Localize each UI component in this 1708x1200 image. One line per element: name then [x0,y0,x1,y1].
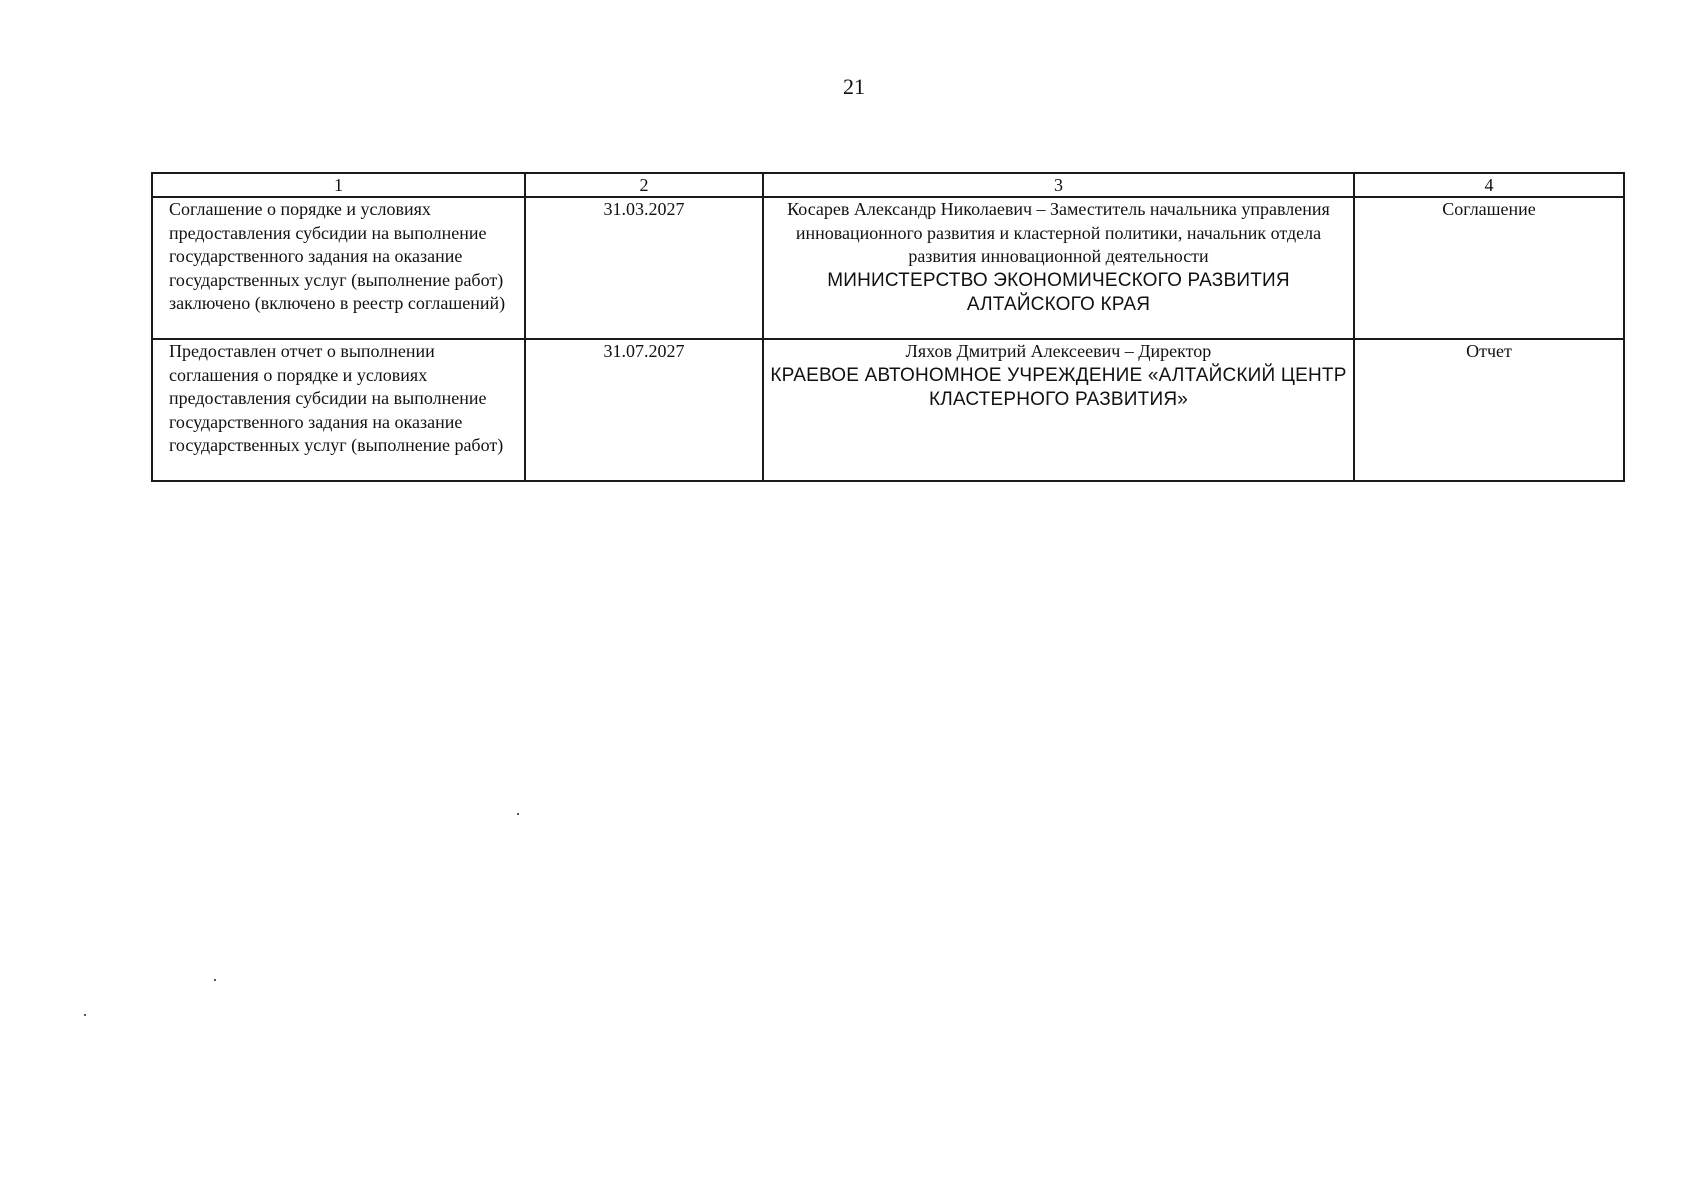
event-cell: Предоставлен отчет о выполнении соглашения о порядке и условиях предоставления субсидии на выполнение государственного задания на оказание государственных услуг (выполнение работ) [152,339,525,481]
event-cell: Соглашение о порядке и условиях предоставления субсидии на выполнение государственного задания на оказание государственных услуг (выполнение работ) заключено (включено в реестр соглашений) [152,197,525,339]
responsible-person: Ляхов Дмитрий Алексеевич – Директор [905,341,1212,361]
document-cell: Соглашение [1354,197,1624,339]
scan-speck [214,979,216,981]
column-header: 3 [763,173,1354,197]
column-header: 2 [525,173,763,197]
responsible-person: Косарев Александр Николаевич – Заместитель начальника управления инновационного развития и кластерной политики, начальник отдела развития инновационной деятельности [787,199,1330,266]
table-row [152,197,1624,339]
scan-speck [84,1014,86,1016]
responsible-cell [763,339,1354,481]
column-header: 4 [1354,173,1624,197]
table-row [152,339,1624,481]
responsible-organization: КРАЕВОЕ АВТОНОМНОЕ УЧРЕЖДЕНИЕ «АЛТАЙСКИЙ ЦЕНТР КЛАСТЕРНОГО РАЗВИТИЯ» [770,364,1347,410]
date-cell: 31.07.2027 [525,339,763,481]
page-number: 21 [843,74,865,99]
column-header: 1 [152,173,525,197]
responsible-cell [763,197,1354,339]
document-cell: Отчет [1354,339,1624,481]
scan-speck [517,813,519,815]
date-cell: 31.03.2027 [525,197,763,339]
control-points-table [151,172,1625,482]
table-header-row [152,173,1624,197]
responsible-organization: МИНИСТЕРСТВО ЭКОНОМИЧЕСКОГО РАЗВИТИЯ АЛТАЙСКОГО КРАЯ [827,269,1290,315]
